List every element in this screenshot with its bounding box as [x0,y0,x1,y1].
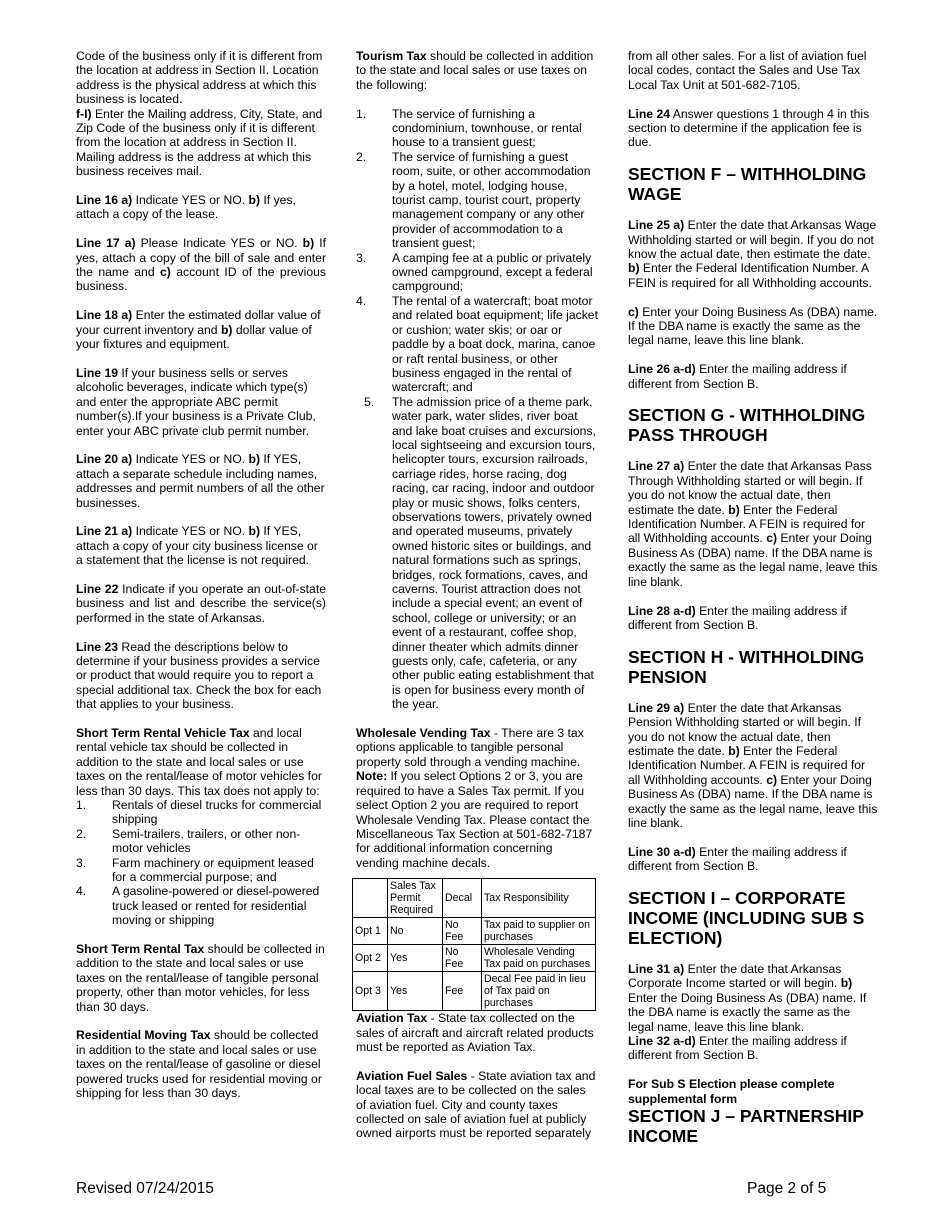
list-item: 3. Farm machinery or equipment leased for a commercial purpose; and [76,855,314,885]
line-29: Line 29 a) Enter the date that Arkansas Pension Withholding started or will begin. If you do not know the actual date, then estimate the date. b) Enter the Federal Identification Number. A FEIN is required for all Withholding accounts. c) Enter your Doing Business As (DBA) name. If the DBA name is exactly the same as the legal name, leave this line blank. [628,700,878,830]
aviation-fuel-continued: from all other sales. For a list of aviation fuel local codes, contact the Sales and Use Tax Local Tax Unit at 501-682-7105. [628,49,867,92]
table-cell: Wholesale Vending Tax paid on purchases [482,945,596,972]
line-20: Line 20 a) Indicate YES or NO. b) If YES, attach a separate schedule including names, addresses and permit numbers of all the other businesses. [76,452,325,510]
line-30: Line 30 a-d) Enter the mailing address if different from Section B. [628,844,847,874]
line-28: Line 28 a-d) Enter the mailing address if different from Section B. [628,603,847,632]
list-item: 1. Rentals of diesel trucks for commercial shipping [76,797,322,827]
section-j-heading: SECTION J – PARTNERSHIP INCOME [628,1106,864,1146]
section-g-heading: SECTION G - WITHHOLDING PASS THROUGH [628,405,866,446]
short-term-rental-tax: Short Term Rental Tax should be collected in addition to the state and local sales or use taxes on the rental/lease of tangible personal property, other than motor vehicles, for less than 30 days. [76,942,325,1014]
line-23: Line 23 Read the descriptions below to determine if your business provides a service or product that would require you to report a special additional tax. Check the box for each that applies to your business. [76,639,322,712]
line-17: Line 17 a) Please Indicate YES or NO. b) If yes, attach a copy of the bill of sale and enter the name and c) account ID of the previous business. [76,236,326,294]
line-18: Line 18 a) Enter the estimated dollar value of your current inventory and b) dollar value of your fixtures and equipment. [76,308,321,352]
page-number: Page 2 of 5 [747,1180,827,1197]
residential-moving-tax: Residential Moving Tax should be collected in addition to the state and local sales or use taxes on the rental/lease of gasoline or diesel powered trucks used for residential moving or shipping for less than 30 days. [76,1028,322,1101]
line-25: Line 25 a) Enter the date that Arkansas Wage Withholding started or will begin. If you do not know the actual date, then estimate the date. b) Enter the Federal Identification Number. A FEIN is required for all Withholding accounts. [628,218,877,290]
column-1 [76,49,326,1115]
aviation-tax: Aviation Tax - State tax collected on the sales of aircraft and aircraft related products must be reported as Aviation Tax. [356,1011,594,1054]
section-i-heading: SECTION I – CORPORATE INCOME (INCLUDING SUB S ELECTION) [628,887,865,948]
list-item: 4. The rental of a watercraft; boat motor and related boat equipment; life jacket or cushion; water skis; or oar or paddle by a boat dock, marina, canoe or raft rental business, or other business engaged in the rental of watercraft; and [356,293,598,395]
wholesale-vending-tax: Wholesale Vending Tax - There are 3 tax options applicable to tangible personal property sold through a vending machine. Note: If you select Options 2 or 3, you are required to have a Sales Tax permit. If you select Option 2 you are required to report Wholesale Vending Tax. Please contact the Miscellaneous Tax Section at 501-682-7187 for additional information concerning vending machine decals. [356,726,593,870]
table-cell: No Fee [443,945,482,972]
list-item: 5. The admission price of a theme park, water park, water slides, river boat and lake boat cruises and excursions, local sightseeing and excursion tours, helicopter tours, excursion railroads, carriage rides, horse racing, dog racing, car racing, indoor and outdoor play or music shows, folks centers, observations towers, privately owned and operated museums, privately owned historic sites or buildings, and natural formations such as springs, bridges, rock formations, caves, and caverns. Tourist attraction does not include a special event; an event of school, college or university; or an event of a restaurant, coffee shop, dinner theater which admits dinner guests only, cafe, cafeteria, or any other public eating establishment that is open for business every month of the year. [364,394,596,712]
line-32: Line 32 a-d) Enter the mailing address if different from Section B. [628,1033,847,1063]
short-term-rental-vehicle-tax: Short Term Rental Vehicle Tax and local rental vehicle tax should be collected in addition to the state and local sales or use taxes on the rental/lease of motor vehicles for less than 30 days. This tax does not apply to: [76,725,322,798]
line-26: Line 26 a-d) Enter the mailing address if different from Section B. [628,362,847,391]
table-cell: Yes [388,945,443,972]
line-16: Line 16 a) Indicate YES or NO. b) If yes, attach a copy of the lease. [76,193,296,222]
f1-instruction: f-I) Enter the Mailing address, City, State, and Zip Code of the business only if it is different from the location at address in Section II. Mailing address is the address at which this business receives mail. [76,106,323,179]
line-31: Line 31 a) Enter the date that Arkansas Corporate Income started or will begin. b) Enter the Doing Business As (DBA) name. If the DBA name is exactly the same as the legal name, leave this line blank. [628,961,867,1034]
table-row [353,972,596,1011]
list-item: 3. A camping fee at a public or privately owned campground, except a federal campground; [356,250,593,294]
table-cell: No [388,918,443,945]
tourism-tax: Tourism Tax should be collected in addition to the state and local sales or use taxes on the following: [356,49,594,92]
line-24: Line 24 Answer questions 1 through 4 in this section to determine if the application fee is due. [628,106,870,150]
table-cell: Fee [443,972,482,1011]
list-item: 4. A gasoline-powered or diesel-powered truck leased or rented for residential moving or shipping [76,884,320,928]
sub-s-note: For Sub S Election please complete supplemental form [628,1077,835,1106]
table-row [353,918,596,945]
table-cell [353,879,388,918]
table-cell: No Fee [443,918,482,945]
column-2 [356,49,598,1155]
intro-text: Code of the business only if it is different from the location at address in Section II. Location address is the physical address at which this business is located. [76,49,323,107]
line-19: Line 19 If your business sells or serves alcoholic beverages, indicate which type(s) and enter the appropriate ABC permit number(s).If your business is a Private Club, enter your ABC private club permit number. [76,365,316,438]
table-cell: Opt 1 [353,918,388,945]
list-item: 1. The service of furnishing a condominium, townhouse, or rental house to a transient guest; [356,106,582,150]
table-header-row [353,879,596,918]
table-cell: Decal [443,879,482,918]
vending-options-table [352,878,596,1011]
table-cell: Tax Responsibility [482,879,596,918]
line-27: Line 27 a) Enter the date that Arkansas Pass Through Withholding started or will begin. If you do not know the actual date, then estimate the date. b) Enter the Federal Identification Number. A FEIN is required for all Withholding accounts. c) Enter your Doing Business As (DBA) name. If the DBA name is exactly the same as the legal name, leave this line blank. [628,459,878,589]
tourism-list [356,107,598,712]
list-item: 2. The service of furnishing a guest room, suite, or other accommodation by a hotel, motel, lodging house, tourist camp, tourist court, property management company or any other provider of accommodation to a transient guest; [356,149,591,251]
line-22: Line 22 Indicate if you operate an out-of-state business and list and describe the service(s) performed in the state of Arkansas. [76,581,326,625]
table-cell: Yes [388,972,443,1011]
table-cell: Opt 2 [353,945,388,972]
table-row [353,945,596,972]
table-cell: Sales Tax Permit Required [388,879,443,918]
section-f-heading: SECTION F – WITHHOLDING WAGE [628,164,867,205]
line-25c: c) Enter your Doing Business As (DBA) name. If the DBA name is exactly the same as the legal name, leave this line blank. [628,304,878,348]
table-cell: Decal Fee paid in lieu of Tax paid on purchases [482,972,596,1011]
revised-date: Revised 07/24/2015 [76,1180,214,1197]
list-item: 2. Semi-trailers, trailers, or other non-motor vehicles [76,826,301,856]
column-3 [628,49,878,1146]
table-cell: Opt 3 [353,972,388,1011]
aviation-fuel-sales: Aviation Fuel Sales - State aviation tax and local taxes are to be collected on the sales of aviation fuel. City and county taxes collected on sale of aviation fuel at publicly owned airports must be reported separately [356,1068,596,1141]
strv-exemption-list [76,798,326,928]
section-h-heading: SECTION H - WITHHOLDING PENSION [628,646,865,687]
line-21: Line 21 a) Indicate YES or NO. b) If YES, attach a copy of your city business license or a statement that the license is not required. [76,524,318,568]
table-cell: Tax paid to supplier on purchases [482,918,596,945]
